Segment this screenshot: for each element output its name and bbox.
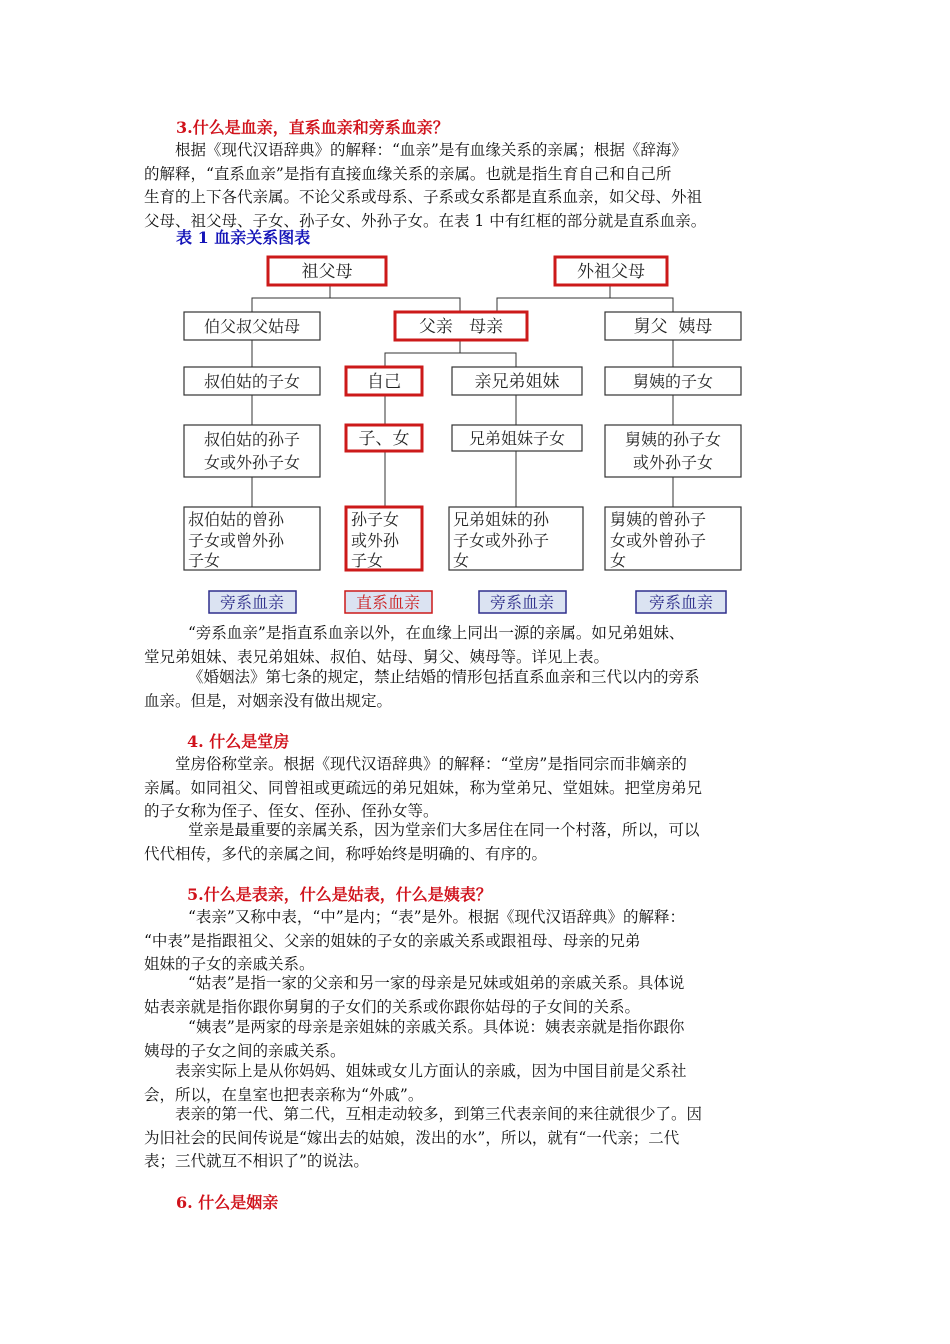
box-self — [346, 367, 422, 395]
svg-text:叔伯姑的曾孙: 叔伯姑的曾孙 — [188, 510, 285, 529]
svg-text:兄弟姐妹子女: 兄弟姐妹子女 — [468, 429, 566, 448]
box-cousins-maternal — [605, 367, 741, 395]
box-maternal-grandchildren — [605, 425, 741, 477]
text-line: 的解释，“直系血亲”是指有直接血缘关系的亲属。也就是指生育自己和自己所 — [144, 164, 672, 183]
kinship-diagram — [0, 0, 950, 620]
box-maternal-uncles-aunts — [605, 312, 741, 340]
svg-text:自己: 自己 — [367, 372, 401, 392]
svg-text:子女: 子女 — [351, 551, 384, 570]
svg-text:女或外曾孙子: 女或外曾孙子 — [610, 531, 707, 550]
svg-text:舅姨的孙子女: 舅姨的孙子女 — [624, 430, 722, 449]
svg-text:外祖父母: 外祖父母 — [577, 262, 645, 282]
svg-text:舅父 姨母: 舅父 姨母 — [633, 317, 713, 337]
text-line: “姨表”是两家的母亲是亲姐妹的亲戚关系。具体说：姨表亲就是指你跟你 — [188, 1018, 685, 1036]
section-4-paragraph-1 — [144, 753, 809, 824]
section-5-paragraph-3 — [144, 1016, 809, 1063]
section-5-paragraph-1 — [144, 906, 809, 977]
svg-text:父亲 母亲: 父亲 母亲 — [418, 317, 504, 337]
svg-text:直系血亲: 直系血亲 — [355, 593, 421, 612]
legend-collateral-3 — [636, 591, 726, 613]
text-line: 血亲。但是，对姻亲没有做出规定。 — [144, 691, 393, 710]
text-line: 会，所以，在皇室也把表亲称为“外戚”。 — [144, 1085, 424, 1104]
svg-text:伯父叔父姑母: 伯父叔父姑母 — [203, 317, 301, 336]
section-3-paragraph-3 — [144, 666, 809, 713]
section-5-paragraph-2 — [144, 972, 809, 1019]
text-line: “表亲”又称中表，“中”是内；“表”是外。根据《现代汉语辞典》的解释： — [188, 908, 686, 926]
text-line: 姨母的子女之间的亲戚关系。 — [144, 1041, 346, 1060]
section-4-paragraph-2 — [144, 819, 809, 866]
box-siblings-grandchildren — [449, 507, 583, 570]
box-siblings-children — [452, 425, 582, 451]
text-line: 姐妹的子女的亲戚关系。 — [144, 955, 315, 973]
svg-text:舅姨的曾孙子: 舅姨的曾孙子 — [610, 510, 707, 529]
section-5-paragraph-4 — [144, 1060, 809, 1107]
svg-text:或外孙子女: 或外孙子女 — [632, 453, 714, 472]
svg-text:孙子女: 孙子女 — [351, 510, 400, 529]
box-paternal-great-grandchildren — [184, 507, 320, 570]
box-paternal-grandchildren — [184, 425, 320, 477]
text-line: 代代相传，多代的亲属之间，称呼始终是明确的、有序的。 — [144, 844, 548, 863]
svg-text:子女或曾外孙: 子女或曾外孙 — [188, 531, 285, 550]
box-grandchildren — [346, 507, 422, 570]
box-grandparents — [268, 257, 386, 285]
section-5-paragraph-5 — [144, 1103, 809, 1174]
text-line: 堂兄弟姐妹、表兄弟姐妹、叔伯、姑母、舅父、姨母等。详见上表。 — [144, 647, 610, 666]
svg-text:女: 女 — [610, 551, 627, 570]
svg-text:旁系血亲: 旁系血亲 — [489, 593, 555, 612]
svg-text:祖父母: 祖父母 — [301, 262, 353, 282]
svg-text:舅姨的子女: 舅姨的子女 — [632, 372, 714, 391]
section-6-title: 6. 什么是姻亲 — [176, 1193, 279, 1212]
text-line: “姑表”是指一家的父亲和另一家的母亲是兄妹或姐弟的亲戚关系。具体说 — [188, 974, 685, 992]
svg-text:兄弟姐妹的孙: 兄弟姐妹的孙 — [453, 510, 550, 529]
svg-text:亲兄弟姐妹: 亲兄弟姐妹 — [474, 372, 560, 392]
text-line: 姑表亲就是指你跟你舅舅的子女们的关系或你跟你姑母的子女间的关系。 — [144, 997, 641, 1016]
box-cousins-paternal — [184, 367, 320, 395]
svg-text:子、女: 子、女 — [358, 429, 410, 449]
text-line: 根据《现代汉语辞典》的解释：“血亲”是有血缘关系的亲属；根据《辞海》 — [175, 141, 687, 159]
section-4-title: 4. 什么是堂房 — [187, 732, 290, 751]
text-line: 表亲的第一代、第二代，互相走动较多，到第三代表亲间的来往就很少了。因 — [175, 1105, 703, 1123]
text-line: 表亲实际上是从你妈妈、姐妹或女儿方面认的亲戚，因为中国目前是父系社 — [175, 1062, 687, 1080]
text-line: 为旧社会的民间传说是“嫁出去的姑娘，泼出的水”，所以，就有“一代亲；二代 — [144, 1128, 680, 1147]
svg-text:叔伯姑的孙子: 叔伯姑的孙子 — [203, 430, 301, 449]
text-line: 《婚姻法》第七条的规定，禁止结婚的情形包括直系血亲和三代以内的旁系 — [188, 668, 700, 686]
svg-text:子女: 子女 — [188, 551, 221, 570]
text-line: 生育的上下各代亲属。不论父系或母系、子系或女系都是直系血亲，如父母、外祖 — [144, 188, 703, 206]
svg-text:旁系血亲: 旁系血亲 — [219, 593, 285, 612]
text-line: 的子女称为侄子、侄女、侄孙、侄孙女等。 — [144, 802, 439, 820]
box-children — [346, 425, 422, 451]
svg-text:女或外孙子女: 女或外孙子女 — [203, 453, 301, 472]
table-1-caption: 表 1 血亲关系图表 — [176, 228, 311, 247]
box-paternal-uncles-aunts — [184, 312, 320, 340]
section-3-title: 3.什么是血亲，直系血亲和旁系血亲？ — [176, 118, 449, 137]
text-line: 亲属。如同祖父、同曾祖或更疏远的弟兄姐妹，称为堂弟兄、堂姐妹。把堂房弟兄 — [144, 778, 703, 797]
svg-text:女: 女 — [453, 551, 470, 570]
section-5-title: 5.什么是表亲，什么是姑表，什么是姨表？ — [187, 885, 492, 904]
legend-collateral-2 — [479, 591, 566, 613]
text-line: 表；三代就互不相识了”的说法。 — [144, 1152, 369, 1170]
text-line: 堂亲是最重要的亲属关系，因为堂亲们大多居住在同一个村落，所以，可以 — [188, 821, 700, 839]
box-maternal-grandparents — [555, 257, 667, 285]
section-3-paragraph-2 — [144, 622, 809, 669]
svg-text:叔伯姑的子女: 叔伯姑的子女 — [203, 372, 301, 391]
text-line: 父母、祖父母、子女、孙子女、外孙子女。在表 1 中有红框的部分就是直系血亲。 — [144, 211, 707, 230]
box-maternal-great-grandchildren — [605, 507, 741, 570]
legend-collateral-1 — [209, 591, 296, 613]
box-siblings — [452, 367, 582, 395]
svg-text:或外孙: 或外孙 — [351, 531, 400, 550]
text-line: “中表”是指跟祖父、父亲的姐妹的子女的亲戚关系或跟祖母、母亲的兄弟 — [144, 931, 641, 950]
box-parents — [395, 312, 527, 340]
svg-text:子女或外孙子: 子女或外孙子 — [453, 531, 550, 550]
legend-direct — [345, 591, 432, 613]
text-line: “旁系血亲”是指直系血亲以外，在血缘上同出一源的亲属。如兄弟姐妹、 — [188, 624, 685, 642]
text-line: 堂房俗称堂亲。根据《现代汉语辞典》的解释：“堂房”是指同宗而非嫡亲的 — [175, 755, 687, 773]
svg-text:旁系血亲: 旁系血亲 — [648, 593, 714, 612]
